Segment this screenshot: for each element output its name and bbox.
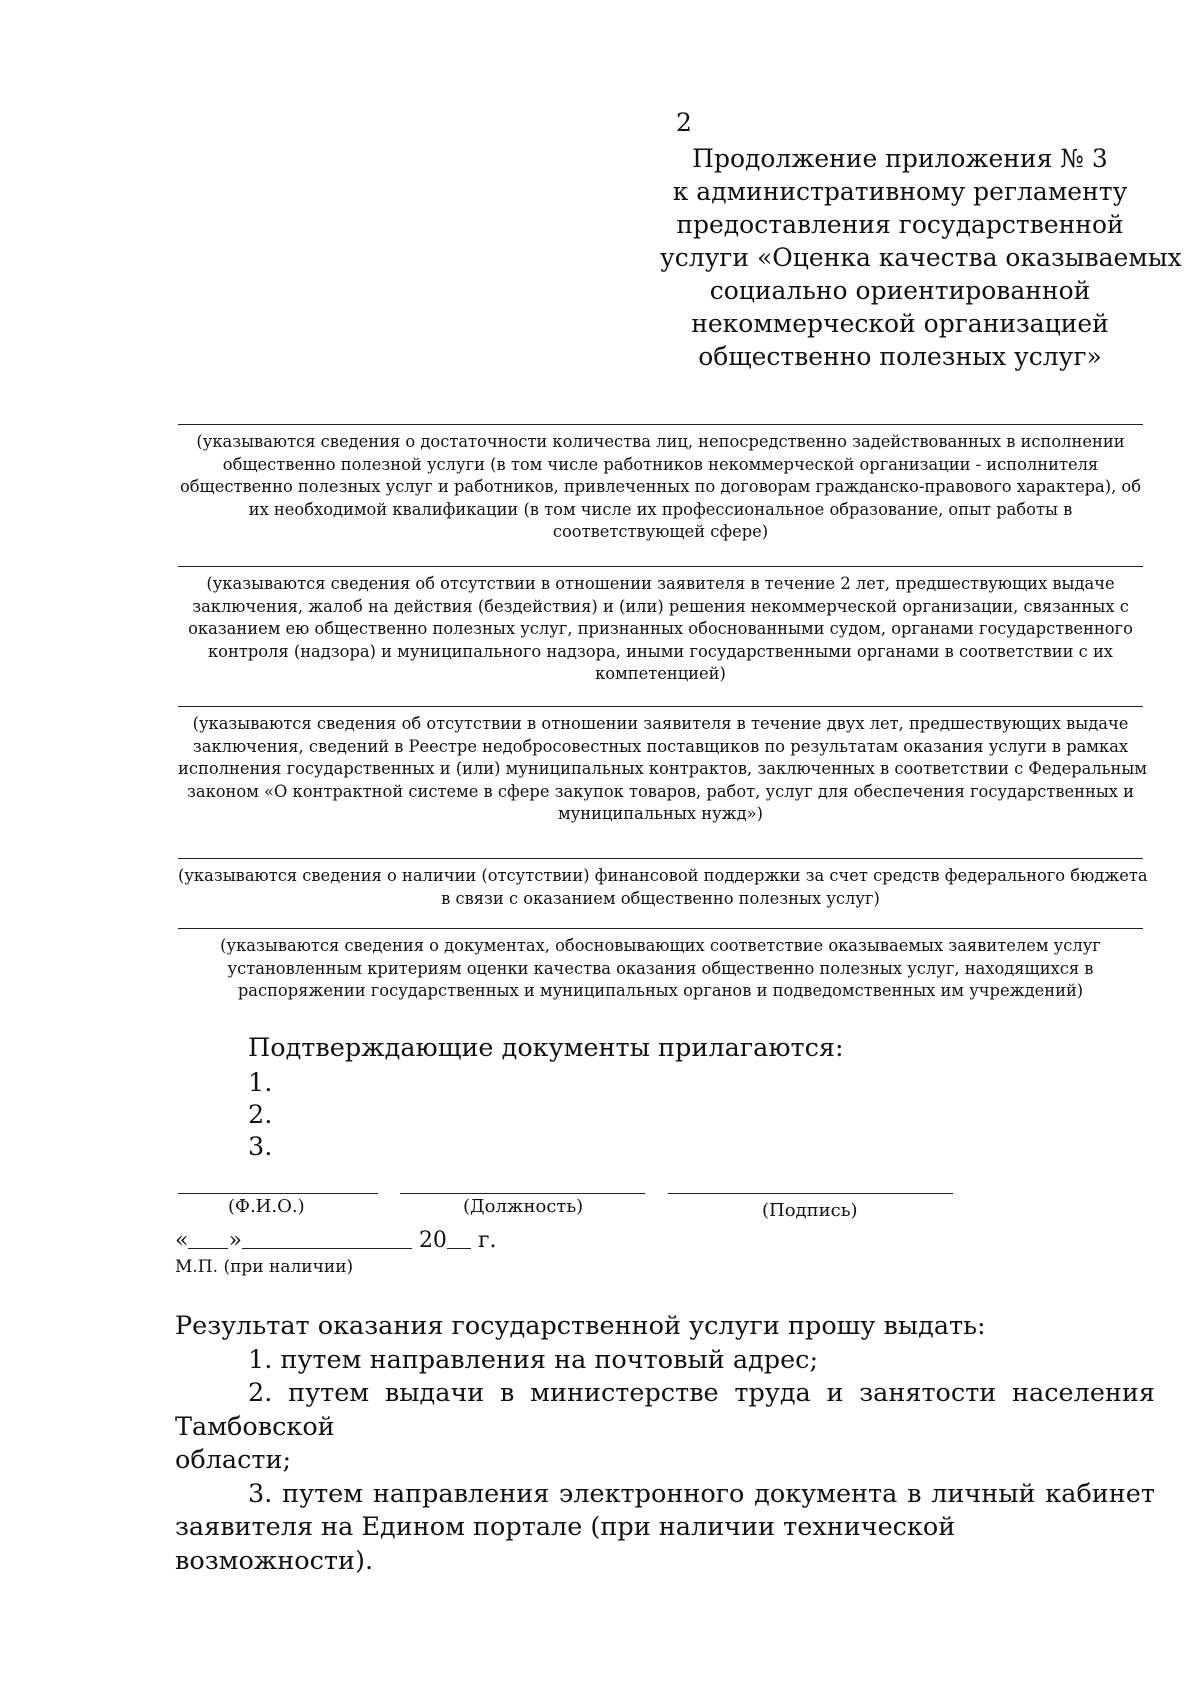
page-number: 2 — [676, 108, 692, 137]
hint-line: муниципальных нужд») — [558, 804, 763, 823]
hint-line: общественно полезной услуги (в том числе работников некоммерческой организации - исполнителя — [222, 454, 1099, 474]
header-line: предоставления государственной — [676, 210, 1124, 239]
fill-in-line[interactable] — [178, 706, 1143, 707]
year-suffix: г. — [477, 1228, 497, 1253]
fill-in-line[interactable] — [178, 858, 1143, 859]
hint-line: (указываются сведения о достаточности количества лиц, непосредственно задействованных в исполнении — [196, 432, 1125, 451]
appendix-header — [660, 142, 1182, 373]
result-option-ministry[interactable]: 2. путем выдачи в министерстве труда и занятости населения Тамбовской — [175, 1378, 1155, 1442]
attachments-title: Подтверждающие документы прилагаются: — [248, 1033, 844, 1063]
hint-line: (указываются сведения о документах, обосновывающих соответствие оказываемых заявителем услуг — [220, 936, 1101, 955]
header-line: общественно полезных услуг» — [698, 342, 1102, 371]
hint-line: распоряжении государственных и муниципальных органов и подведомственных им учреждений) — [237, 981, 1084, 1000]
hint-line: соответствующей сфере) — [552, 522, 769, 541]
hint-line: заключения, сведений в Реестре недобросовестных поставщиков по результатам оказания услуги в рамках — [192, 736, 1129, 756]
hint-line: контроля (надзора) и муниципального надзора, иными государственными органами в соответствии с их — [208, 641, 1113, 661]
hint-line: общественно полезных услуг и работников, привлеченных по договорам гражданско-правового характера), об — [179, 477, 1142, 496]
stamp-place: М.П. (при наличии) — [175, 1257, 354, 1277]
fill-in-line[interactable] — [178, 566, 1143, 567]
hint-line: (указываются сведения об отсутствии в отношении заявителя в течение двух лет, предшествующих выдаче — [192, 714, 1129, 733]
result-option-portal[interactable]: 3. путем направления электронного документа в личный кабинет — [248, 1478, 1155, 1509]
field-hint — [178, 935, 1143, 1003]
field-hint — [178, 431, 1143, 544]
header-line: услуги «Оценка качества оказываемых — [660, 243, 1182, 272]
fill-in-line[interactable] — [178, 424, 1143, 425]
fio-line[interactable] — [178, 1193, 378, 1194]
hint-line: заключения, жалоб на действия (бездействия) и (или) решения некоммерческой организации, связанных с — [192, 596, 1129, 616]
position-line[interactable] — [400, 1193, 645, 1194]
result-option-postal[interactable]: 1. путем направления на почтовый адрес; — [248, 1344, 819, 1375]
attachment-item[interactable]: 2. — [248, 1100, 273, 1130]
year-blank[interactable] — [447, 1226, 471, 1249]
fill-in-line[interactable] — [178, 928, 1143, 929]
hint-line: в связи с оказанием общественно полезных услуг) — [441, 888, 880, 908]
result-option-ministry-cont: области; — [175, 1445, 292, 1475]
day-blank[interactable] — [188, 1226, 228, 1249]
field-supporting-documents — [178, 928, 1143, 1003]
position-label: (Должность) — [463, 1196, 584, 1217]
fio-label: (Ф.И.О.) — [228, 1196, 305, 1217]
hint-line: (указываются сведения об отсутствии в отношении заявителя в течение 2 лет, предшествующих выдаче — [206, 574, 1115, 593]
date-line — [175, 1226, 496, 1253]
hint-line: установленным критериям оценки качества оказания общественно полезных услуг, находящихся в — [227, 958, 1094, 978]
month-blank[interactable] — [242, 1226, 412, 1249]
date-quote-open: « — [175, 1228, 189, 1253]
hint-line: законом «О контрактной системе в сфере закупок товаров, работ, услуг для обеспечения государственных и — [186, 781, 1135, 801]
field-no-unfair-suppliers — [178, 706, 1148, 826]
signature-label: (Подпись) — [762, 1200, 858, 1221]
field-hint — [178, 573, 1143, 686]
field-federal-support — [178, 858, 1148, 910]
attachment-item[interactable]: 1. — [248, 1068, 273, 1098]
date-quote-close: » — [228, 1228, 242, 1253]
hint-line: (указываются сведения о наличии (отсутствии) финансовой поддержки за счет средств федерального бюджета — [178, 866, 1148, 885]
hint-line: их необходимой квалификации (в том числе их профессиональное образование, опыт работы в — [248, 499, 1073, 519]
header-line: Продолжение приложения № 3 — [692, 144, 1108, 173]
result-title: Результат оказания государственной услуги прошу выдать: — [175, 1311, 986, 1341]
header-line: к административному регламенту — [672, 177, 1128, 206]
result-option-portal-cont: заявителя на Едином портале (при наличии технической возможности). — [175, 1512, 956, 1576]
attachments-list — [248, 1067, 272, 1163]
header-line: социально ориентированной — [709, 276, 1091, 305]
field-no-complaints — [178, 566, 1143, 686]
field-hint — [178, 713, 1148, 826]
field-staff-qualification — [178, 424, 1143, 544]
signature-line[interactable] — [668, 1193, 953, 1194]
hint-line: компетенцией) — [595, 664, 726, 683]
hint-line: исполнения государственных и (или) муниципальных контрактов, заключенных в соответствии с Федеральным — [178, 759, 1148, 778]
attachment-item[interactable]: 3. — [248, 1132, 273, 1162]
field-hint — [178, 865, 1148, 910]
result-delivery-section — [175, 1310, 1155, 1578]
hint-line: оказанием ею общественно полезных услуг, признанных обоснованными судом, органами государственного — [188, 619, 1133, 638]
year-prefix: 20 — [418, 1228, 447, 1253]
header-line: некоммерческой организацией — [691, 309, 1109, 338]
